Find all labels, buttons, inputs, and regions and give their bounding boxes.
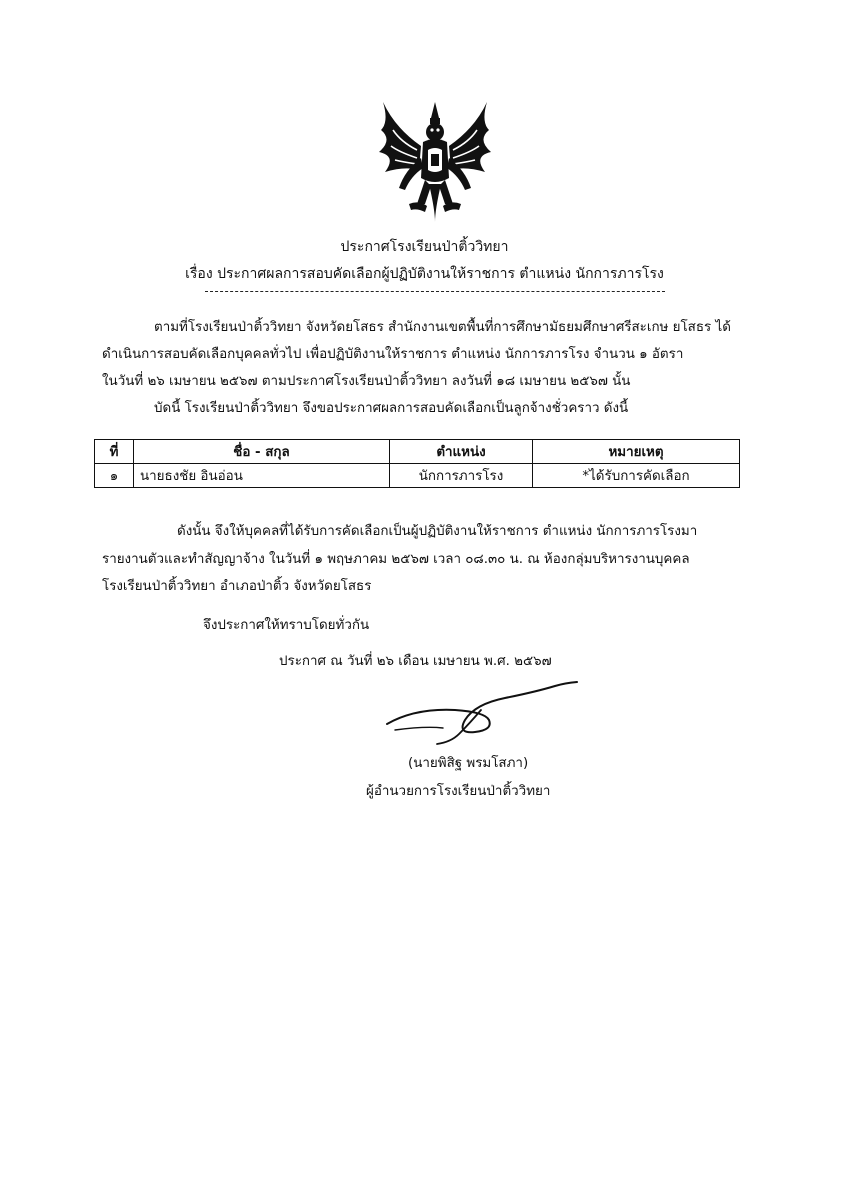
conclusion-line-3: โรงเรียนป่าติ้ววิทยา อำเภอป่าติ้ว จังหวัดยโสธร (102, 579, 372, 594)
announcement-notice: จึงประกาศให้ทราบโดยทั่วกัน (203, 618, 370, 633)
announcement-subject: เรื่อง ประกาศผลการสอบคัดเลือกผู้ปฏิบัติงานให้ราชการ ตำแหน่ง นักการภารโรง (185, 266, 664, 282)
conclusion-line-2: รายงานตัวและทำสัญญาจ้าง ในวันที่ ๑ พฤษภาคม ๒๕๖๗ เวลา ๐๘.๓๐ น. ณ ห้องกลุ่มบริหารงานบุคคล (102, 552, 690, 567)
table-header-row (95, 440, 740, 464)
intro-line-3: ในวันที่ ๒๖ เมษายน ๒๕๖๗ ตามประกาศโรงเรียนป่าติ้ววิทยา ลงวันที่ ๑๘ เมษายน ๒๕๖๗ นั้น (102, 374, 631, 389)
row-no: ๑ (95, 464, 134, 488)
results-table (94, 439, 740, 488)
table-row (95, 464, 740, 488)
signer-name: (นายพิสิฐ พรมโสภา) (408, 756, 529, 771)
intro-line-1: ตามที่โรงเรียนป่าติ้ววิทยา จังหวัดยโสธร สำนักงานเขตพื้นที่การศึกษามัธยมศึกษาศรีสะเกษ ยโสธร ได้ (154, 320, 731, 335)
signer-title: ผู้อำนวยการโรงเรียนป่าติ้ววิทยา (366, 784, 551, 799)
announcement-title: ประกาศโรงเรียนป่าติ้ววิทยา (340, 239, 509, 255)
announcement-date: ประกาศ ณ วันที่ ๒๖ เดือน เมษายน พ.ศ. ๒๕๖๗ (279, 654, 552, 669)
conclusion-line-1: ดังนั้น จึงให้บุคคลที่ได้รับการคัดเลือกเป็นผู้ปฏิบัติงานให้ราชการ ตำแหน่ง นักการภารโรงมา (177, 524, 698, 539)
row-note: *ได้รับการคัดเลือก (533, 464, 740, 488)
header-name: ชื่อ - สกุล (134, 440, 390, 464)
row-name: นายธงชัย อินอ่อน (134, 464, 390, 488)
row-position: นักการภารโรง (390, 464, 533, 488)
header-no: ที่ (95, 440, 134, 464)
dashed-separator (205, 291, 665, 292)
header-position: ตำแหน่ง (390, 440, 533, 464)
intro-line-4: บัดนี้ โรงเรียนป่าติ้ววิทยา จึงขอประกาศผลการสอบคัดเลือกเป็นลูกจ้างชั่วคราว ดังนี้ (154, 401, 629, 416)
handwritten-signature (385, 680, 585, 750)
garuda-emblem-icon (375, 100, 495, 225)
intro-line-2: ดำเนินการสอบคัดเลือกบุคคลทั่วไป เพื่อปฏิบัติงานให้ราชการ ตำแหน่ง นักการภารโรง จำนวน ๑ อัตรา (102, 347, 684, 362)
header-note: หมายเหตุ (533, 440, 740, 464)
